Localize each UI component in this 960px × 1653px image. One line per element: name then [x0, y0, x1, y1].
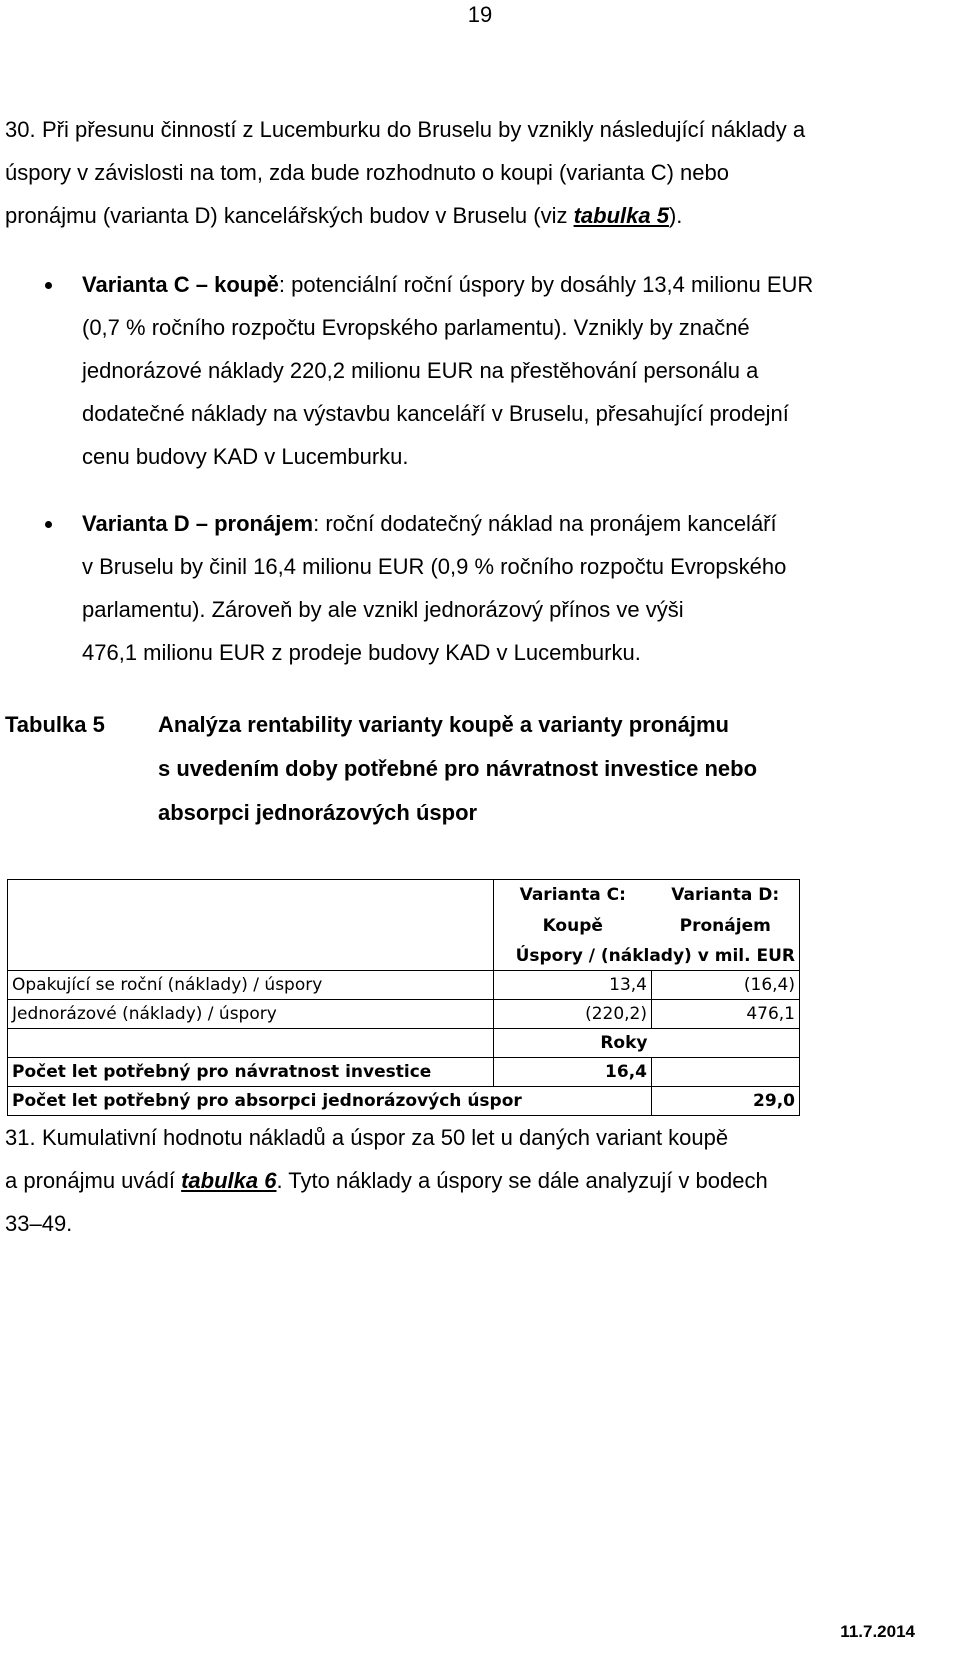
paragraph-line: Při přesunu činností z Lucemburku do Bruselu by vznikly následující náklady a [42, 117, 806, 142]
paragraph-31 [5, 1116, 925, 1245]
bullet-line: : roční dodatečný náklad na pronájem kanceláří [313, 511, 777, 536]
row-label: Počet let potřebný pro návratnost investice [8, 1058, 494, 1087]
table-row [8, 1058, 800, 1087]
paragraph-number: 31. [5, 1125, 36, 1150]
bullet-variant-d [0, 502, 930, 674]
bullet-line: (0,7 % ročního rozpočtu Evropského parlamentu). Vznikly by značné [82, 315, 750, 340]
paragraph-line: 33–49. [5, 1211, 73, 1236]
table-empty-cell [652, 1029, 800, 1058]
cell-variant-c: 16,4 [494, 1058, 652, 1087]
table-caption-line: Analýza rentability varianty koupě a varianty pronájmu [158, 712, 729, 737]
bullet-line: jednorázové náklady 220,2 milionu EUR na přestěhování personálu a [82, 358, 759, 383]
table-6-link[interactable]: tabulka 6 [181, 1168, 277, 1193]
row-label: Počet let potřebný pro absorpci jednorázových úspor [8, 1087, 652, 1116]
paragraph-line: úspory v závislosti na tom, zda bude rozhodnuto o koupi (varianta C) nebo [5, 160, 729, 185]
column-header-variant-d-sub: Pronájem [652, 911, 800, 942]
column-header-variant-c-sub: Koupě [494, 911, 652, 942]
paragraph-30 [5, 108, 925, 237]
cell-variant-d: (16,4) [652, 971, 800, 1000]
table-row [8, 1087, 800, 1116]
table-corner-cell [8, 880, 494, 911]
table-unit-row: Úspory / (náklady) v mil. EUR [494, 942, 800, 971]
column-header-variant-d: Varianta D: [652, 880, 800, 911]
variant-d-type: pronájem [214, 511, 314, 536]
table-empty-cell [8, 911, 494, 942]
bullet-line: cenu budovy KAD v Lucemburku. [82, 444, 409, 469]
page-number: 19 [467, 2, 493, 27]
row-label: Jednorázové (náklady) / úspory [8, 1000, 494, 1029]
bullet-line: v Bruselu by činil 16,4 milionu EUR (0,9 % ročního rozpočtu Evropského [82, 554, 787, 579]
cell-variant-d: 29,0 [652, 1087, 800, 1116]
cell-variant-c: 13,4 [494, 971, 652, 1000]
bullet-icon [45, 521, 52, 528]
table-empty-cell [8, 1029, 494, 1058]
variant-d-label: Varianta D [82, 511, 190, 536]
paragraph-line: pronájmu (varianta D) kancelářských budov v Bruselu (viz [5, 203, 574, 228]
cell-variant-c: (220,2) [494, 1000, 652, 1029]
paragraph-number: 30. [5, 117, 36, 142]
table-row [8, 1000, 800, 1029]
bullet-line: dodatečné náklady na výstavbu kanceláří v Bruselu, přesahující prodejní [82, 401, 789, 426]
cell-variant-d: 476,1 [652, 1000, 800, 1029]
table-row [8, 971, 800, 1000]
table-empty-cell [8, 942, 494, 971]
bullet-line: parlamentu). Zároveň by ale vznikl jednorázový přínos ve výši [82, 597, 684, 622]
rentability-table [7, 879, 800, 1116]
paragraph-line: a pronájmu uvádí [5, 1168, 182, 1193]
bullet-variant-c [0, 263, 930, 478]
table-5-link[interactable]: tabulka 5 [573, 203, 669, 228]
bullet-line: : potenciální roční úspory by dosáhly 13,4 milionu EUR [278, 272, 814, 297]
table-caption-line: s uvedením doby potřebné pro návratnost investice nebo [158, 756, 758, 781]
footer-date: 11.7.2014 [840, 1622, 915, 1641]
dash: – [189, 511, 215, 536]
paragraph-line: ). [668, 203, 683, 228]
table-years-row: Roky [494, 1029, 652, 1058]
paragraph-line: . Tyto náklady a úspory se dále analyzují v bodech [276, 1168, 768, 1193]
bullet-icon [45, 282, 52, 289]
table-caption-line: absorpci jednorázových úspor [158, 800, 478, 825]
variant-c-label: Varianta C [82, 272, 190, 297]
dash: – [189, 272, 215, 297]
column-header-variant-c: Varianta C: [494, 880, 652, 911]
table-caption [5, 703, 925, 835]
bullet-line: 476,1 milionu EUR z prodeje budovy KAD v Lucemburku. [82, 640, 641, 665]
variant-c-type: koupě [214, 272, 279, 297]
table-caption-label: Tabulka 5 [5, 712, 105, 737]
cell-variant-d [652, 1058, 800, 1087]
row-label: Opakující se roční (náklady) / úspory [8, 971, 494, 1000]
paragraph-line: Kumulativní hodnotu nákladů a úspor za 50 let u daných variant koupě [42, 1125, 729, 1150]
